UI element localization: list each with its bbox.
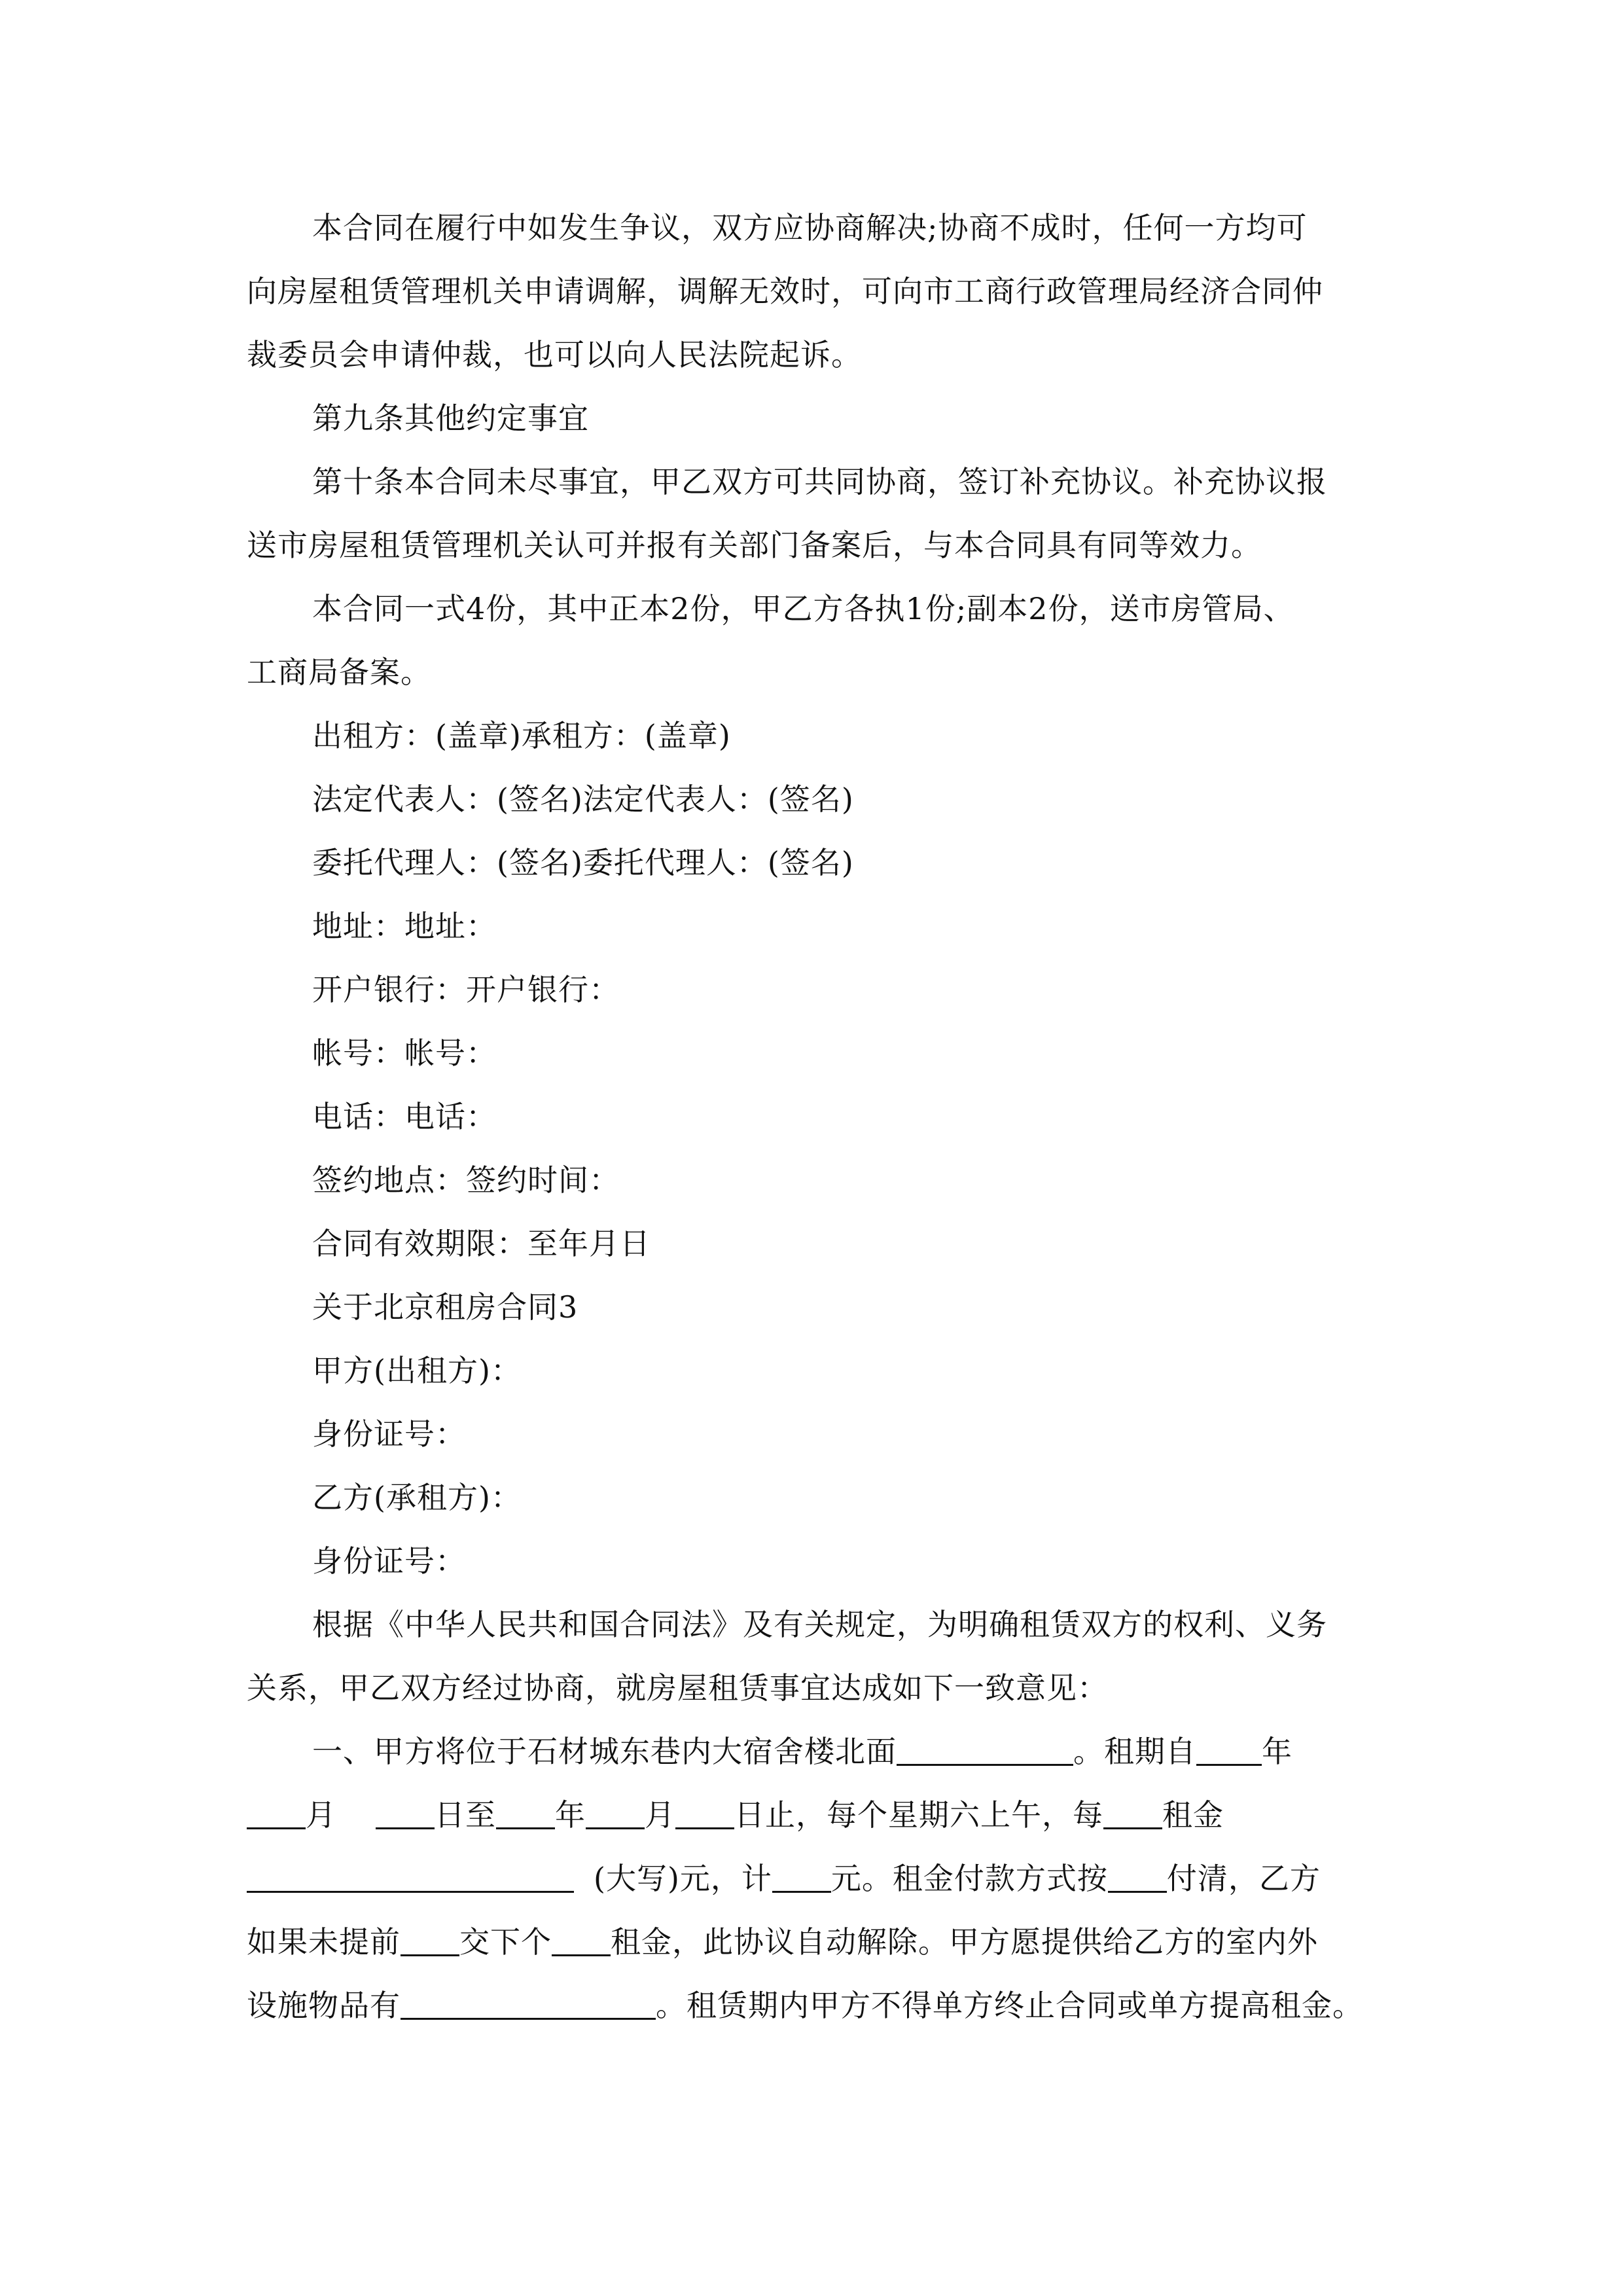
form-field-line: 电话：电话： [312,1099,497,1134]
paragraph-line: 本合同一式4份，其中正本2份，甲乙方各执1份;副本2份，送市房管局、 [312,591,1294,626]
document-body [247,196,1391,2037]
fill-text: 日至 [435,1797,496,1833]
blank-underline [401,1988,656,2020]
fill-in-line [247,1784,1391,1847]
blank-underline [772,1861,831,1893]
blank-underline [1103,1797,1162,1829]
form-field-line: 合同有效期限：至年月日 [312,1226,651,1261]
blank-underline [376,1797,435,1829]
blank-underline [401,1924,459,1956]
fill-text: 元。租金付款方式按 [830,1861,1108,1896]
paragraph-line: 向房屋租赁管理机关申请调解，调解无效时，可向市工商行政管理局经济合同仲 [247,274,1323,309]
blank-underline [496,1797,555,1829]
blank-underline [1108,1861,1167,1893]
fill-text: 租金 [1162,1797,1224,1833]
fill-text: 如果未提前 [247,1924,401,1960]
paragraph-line: 第十条本合同未尽事宜，甲乙双方可共同协商，签订补充协议。补充协议报 [312,464,1327,499]
signature-line: 委托代理人：(签名)委托代理人：(签名) [312,845,854,880]
form-field-line: 签约地点：签约时间： [312,1162,620,1198]
form-field-line: 乙方(承租方)： [312,1480,522,1515]
paragraph-line: 关系，甲乙双方经过协商，就房屋租赁事宜达成如下一致意见： [247,1670,1108,1706]
fill-in-line [247,1910,1391,1974]
section-title: 关于北京租房合同3 [312,1289,579,1325]
fill-in-line [247,1847,1391,1910]
blank-underline [552,1924,611,1956]
fill-text: 租金，此协议自动解除。甲方愿提供给乙方的室内外 [611,1924,1318,1960]
form-field-line: 帐号：帐号： [312,1035,497,1071]
fill-in-line [247,1720,1391,1784]
blank-underline [247,1861,574,1893]
article-heading: 第九条其他约定事宜 [312,401,589,436]
fill-in-line [247,1974,1391,2037]
blank-underline [586,1797,645,1829]
blank-underline [897,1734,1073,1766]
form-field-line: 地址：地址： [312,908,497,944]
form-field-line: 身份证号： [312,1543,466,1579]
blank-underline [1196,1734,1262,1766]
fill-text: (大写)元，计 [594,1861,772,1896]
fill-text: 月 [306,1797,336,1833]
blank-underline [247,1797,306,1829]
fill-text: 。租赁期内甲方不得单方终止合同或单方提高租金。 [656,1988,1363,2023]
fill-text: 年 [555,1797,586,1833]
fill-text: 付清，乙方 [1166,1861,1321,1896]
fill-text: 月 [645,1797,675,1833]
paragraph-line: 工商局备案。 [247,655,431,690]
paragraph-line: 送市房屋租赁管理机关认可并报有关部门备案后，与本合同具有同等效力。 [247,528,1262,563]
signature-line: 出租方：(盖章)承租方：(盖章) [312,718,731,753]
paragraph-line: 裁委员会申请仲裁，也可以向人民法院起诉。 [247,337,862,372]
paragraph-line: 本合同在履行中如发生争议，双方应协商解决;协商不成时，任何一方均可 [312,210,1308,245]
fill-text: 一、甲方将位于石材城东巷内大宿舍楼北面 [312,1734,897,1769]
fill-text: 日止，每个星期六上午，每 [734,1797,1103,1833]
form-field-line: 身份证号： [312,1416,466,1452]
fill-text: 。租期自 [1073,1734,1196,1769]
fill-text: 设施物品有 [247,1988,401,2023]
fill-text: 交下个 [459,1924,552,1960]
paragraph-line: 根据《中华人民共和国合同法》及有关规定，为明确租赁双方的权利、义务 [312,1607,1327,1642]
form-field-line: 开户银行：开户银行： [312,972,620,1007]
fill-text: 年 [1262,1734,1293,1769]
blank-underline [675,1797,734,1829]
form-field-line: 甲方(出租方)： [312,1353,522,1388]
signature-line: 法定代表人：(签名)法定代表人：(签名) [312,781,854,817]
